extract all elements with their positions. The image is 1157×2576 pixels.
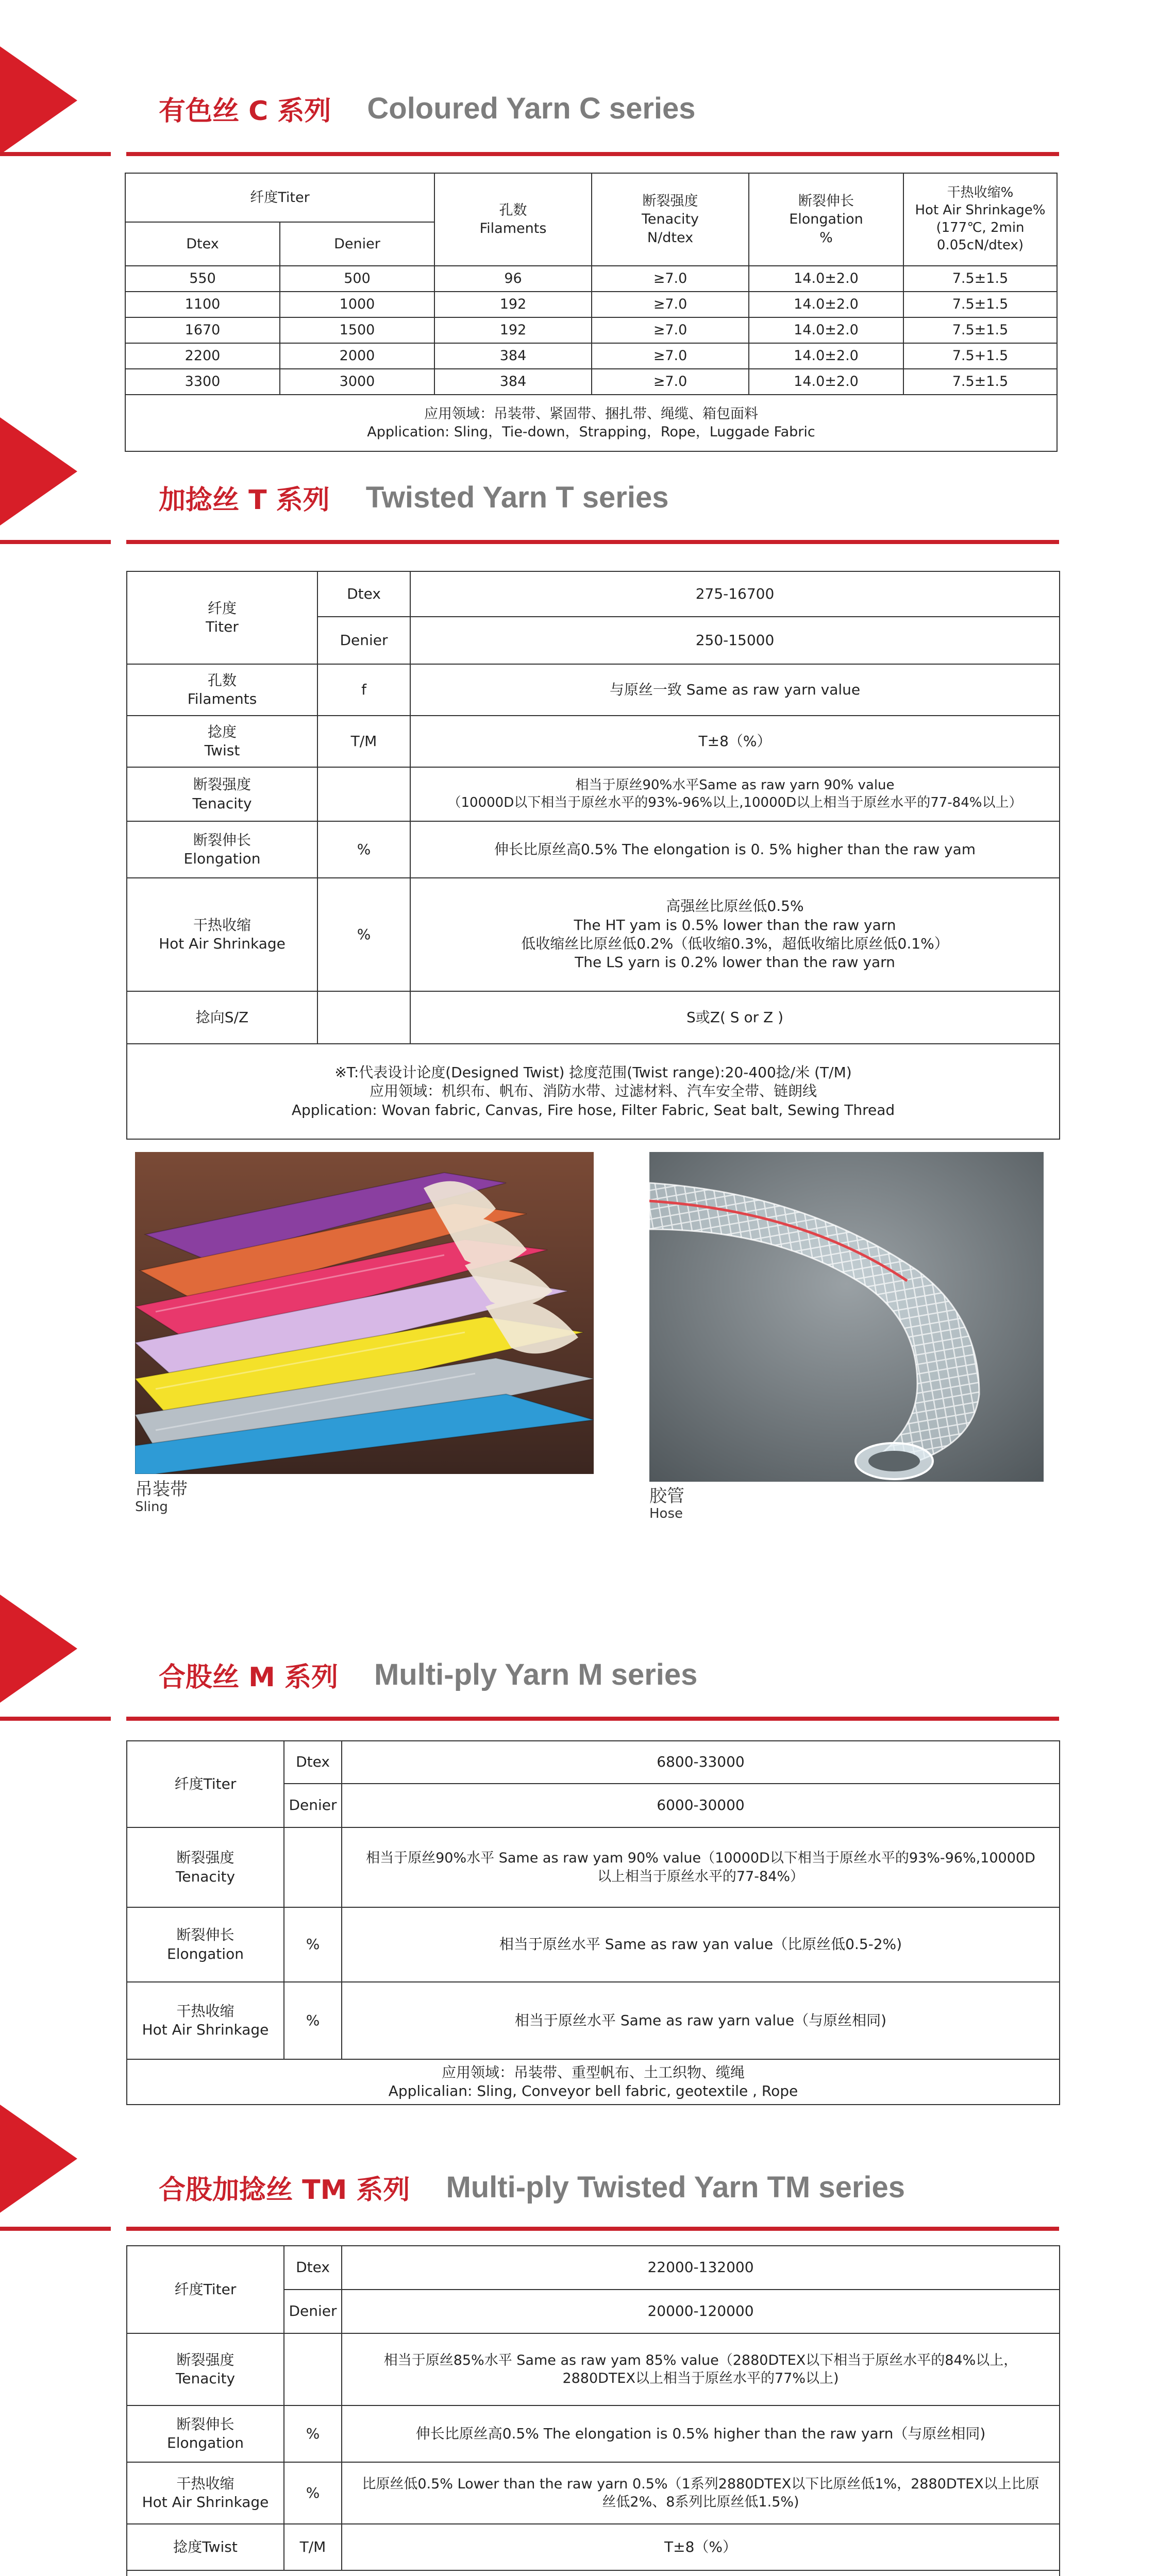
cell-dtex: 3300 — [125, 369, 280, 395]
t-dtex-value: 275-16700 — [410, 571, 1060, 617]
t-direction-label: 捻向S/Z — [127, 991, 317, 1044]
m-elongation-value: 相当于原丝水平 Same as raw yan value（比原丝低0.5-2%) — [342, 1907, 1060, 1982]
hose-photo — [649, 1152, 1044, 1482]
t-dtex-label: Dtex — [317, 571, 410, 617]
t-note-row: ※T:代表设计论度(Designed Twist) 捻度范围(Twist range):20-400捻/米 (T/M) 应用领域：机织布、帆布、消防水带、过滤材料、汽车安全带、链朗线 Application: Wovan fabric, Canvas, Fire hose, Filter Fabric, Seat balt, Sewing Thread — [127, 1044, 1060, 1139]
table-row — [125, 343, 1057, 369]
sling-image — [135, 1152, 594, 1474]
cell-denier: 2000 — [280, 343, 434, 369]
cell-shrinkage: 7.5±1.5 — [903, 292, 1057, 317]
cell-elongation: 14.0±2.0 — [749, 266, 903, 292]
t-series-spec-table — [126, 571, 1060, 1140]
cell-dtex: 2200 — [125, 343, 280, 369]
m-tenacity-unit — [284, 1827, 342, 1907]
t-shrinkage-value: 高强丝比原丝低0.5% The HT yam is 0.5% lower than the raw yarn 低收缩丝比原丝低0.2%（低收缩0.3%，超低收缩比原丝低0.1%） The LS yarn is 0.2% lower than the raw yarn — [410, 878, 1060, 991]
hose-image — [649, 1152, 1044, 1482]
table-row — [125, 369, 1057, 395]
cell-filaments: 96 — [434, 266, 592, 292]
tm-twist-value: T±8（%） — [342, 2524, 1060, 2570]
cell-denier: 500 — [280, 266, 434, 292]
header-dtex: Dtex — [125, 222, 280, 266]
cell-shrinkage: 7.5+1.5 — [903, 343, 1057, 369]
tm-denier-value: 20000-120000 — [342, 2290, 1060, 2333]
m-elongation-unit: % — [284, 1907, 342, 1982]
section-m-heading — [159, 1649, 697, 1700]
t-denier-label: Denier — [317, 617, 410, 664]
header-titer: 纤度Titer — [125, 173, 434, 222]
sling-caption-en: Sling — [135, 1499, 168, 1515]
m-titer-label: 纤度Titer — [127, 1741, 284, 1827]
tm-shrinkage-label: 干热收缩 Hot Air Shrinkage — [127, 2462, 284, 2524]
heading-underline — [0, 540, 111, 544]
t-shrinkage-unit: % — [317, 878, 410, 991]
m-denier-label: Denier — [284, 1784, 342, 1827]
m-shrinkage-value: 相当于原丝水平 Same as raw yarn value（与原丝相同) — [342, 1982, 1060, 2059]
sling-photo — [135, 1152, 594, 1474]
red-arrow-marker — [0, 46, 77, 155]
tm-elongation-value: 伸长比原丝高0.5% The elongation is 0.5% higher than the raw yarn（与原丝相同) — [342, 2405, 1060, 2462]
tm-elongation-unit: % — [284, 2405, 342, 2462]
cell-dtex: 550 — [125, 266, 280, 292]
section-m-title-en: Multi-ply Yarn M series — [374, 1657, 698, 1691]
t-filaments-value: 与原丝一致 Same as raw yarn value — [410, 664, 1060, 716]
sling-caption-cn: 吊装带 — [135, 1479, 188, 1500]
red-arrow-marker — [0, 1595, 77, 1703]
hose-caption — [649, 1486, 684, 1522]
c-application-row: 应用领域：吊装带、紧固带、捆扎带、绳缆、箱包面料 Application: Sling，Tie-down，Strapping，Rope，Luggade Fabric — [125, 395, 1057, 451]
tm-twist-unit: T/M — [284, 2524, 342, 2570]
t-elongation-label: 断裂伸长 Elongation — [127, 821, 317, 878]
cell-tenacity: ≥7.0 — [592, 266, 749, 292]
cell-elongation: 14.0±2.0 — [749, 292, 903, 317]
table-row — [125, 317, 1057, 343]
c-series-spec-table — [125, 173, 1058, 452]
cell-shrinkage: 7.5±1.5 — [903, 317, 1057, 343]
heading-underline — [0, 1717, 111, 1721]
t-direction-unit — [317, 991, 410, 1044]
cell-filaments: 384 — [434, 369, 592, 395]
tm-tenacity-label: 断裂强度 Tenacity — [127, 2333, 284, 2405]
t-filaments-label: 孔数 Filaments — [127, 664, 317, 716]
m-shrinkage-unit: % — [284, 1982, 342, 2059]
cell-shrinkage: 7.5±1.5 — [903, 369, 1057, 395]
m-dtex-value: 6800-33000 — [342, 1741, 1060, 1784]
red-arrow-marker — [0, 2105, 77, 2213]
sling-caption — [135, 1480, 188, 1515]
section-c-title-cn: 有色丝 C 系列 — [159, 95, 331, 127]
tm-tenacity-value: 相当于原丝85%水平 Same as raw yam 85% value（2880DTEX以下相当于原丝水平的84%以上， 2880DTEX以上相当于原丝水平的77%以上) — [342, 2333, 1060, 2405]
section-c-title-en: Coloured Yarn C series — [367, 91, 696, 125]
t-filaments-unit: f — [317, 664, 410, 716]
tm-tenacity-unit — [284, 2333, 342, 2405]
header-filaments: 孔数 Filaments — [434, 173, 592, 266]
t-tenacity-value: 相当于原丝90%水平Same as raw yarn 90% value （10000D以下相当于原丝水平的93%-96%以上,10000D以上相当于原丝水平的77-84%以上） — [410, 767, 1060, 821]
cell-elongation: 14.0±2.0 — [749, 343, 903, 369]
t-twist-unit: T/M — [317, 716, 410, 767]
header-elongation: 断裂伸长 Elongation % — [749, 173, 903, 266]
table-row — [125, 266, 1057, 292]
heading-underline — [0, 152, 111, 156]
cell-shrinkage: 7.5±1.5 — [903, 266, 1057, 292]
tm-twist-label: 捻度Twist — [127, 2524, 284, 2570]
t-elongation-value: 伸长比原丝高0.5% The elongation is 0. 5% higher than the raw yam — [410, 821, 1060, 878]
cell-dtex: 1100 — [125, 292, 280, 317]
t-twist-label: 捻度 Twist — [127, 716, 317, 767]
cell-denier: 1000 — [280, 292, 434, 317]
m-tenacity-label: 断裂强度 Tenacity — [127, 1827, 284, 1907]
section-tm-title-en: Multi-ply Twisted Yarn TM series — [446, 2170, 906, 2204]
tm-denier-label: Denier — [284, 2290, 342, 2333]
heading-underline — [126, 1717, 1059, 1721]
m-denier-value: 6000-30000 — [342, 1784, 1060, 1827]
t-direction-value: S或Z( S or Z ) — [410, 991, 1060, 1044]
m-shrinkage-label: 干热收缩 Hot Air Shrinkage — [127, 1982, 284, 2059]
tm-elongation-label: 断裂伸长 Elongation — [127, 2405, 284, 2462]
heading-underline — [0, 2227, 111, 2231]
cell-filaments: 192 — [434, 317, 592, 343]
tm-twist-note-row — [127, 2570, 1060, 2576]
m-tenacity-value: 相当于原丝90%水平 Same as raw yam 90% value（10000D以下相当于原丝水平的93%-96%,10000D 以上相当于原丝水平的77-84%） — [342, 1827, 1060, 1907]
header-denier: Denier — [280, 222, 434, 266]
tm-dtex-value: 22000-132000 — [342, 2246, 1060, 2290]
heading-underline — [126, 2227, 1059, 2231]
section-t-title-en: Twisted Yarn T series — [365, 480, 669, 514]
t-tenacity-label: 断裂强度 Tenacity — [127, 767, 317, 821]
t-tenacity-unit — [317, 767, 410, 821]
t-elongation-unit: % — [317, 821, 410, 878]
section-tm-heading — [159, 2161, 905, 2213]
cell-tenacity: ≥7.0 — [592, 317, 749, 343]
m-series-spec-table — [126, 1740, 1060, 2105]
section-tm-title-cn: 合股加捻丝 TM 系列 — [159, 2174, 410, 2206]
red-arrow-marker — [0, 417, 77, 526]
t-titer-label: 纤度 Titer — [127, 571, 317, 664]
heading-underline — [126, 152, 1059, 156]
header-shrinkage: 干热收缩% Hot Air Shrinkage% (177℃, 2min 0.05cN/dtex) — [903, 173, 1057, 266]
cell-elongation: 14.0±2.0 — [749, 317, 903, 343]
section-m-title-cn: 合股丝 M 系列 — [159, 1662, 338, 1693]
cell-dtex: 1670 — [125, 317, 280, 343]
m-dtex-label: Dtex — [284, 1741, 342, 1784]
cell-filaments: 192 — [434, 292, 592, 317]
hose-caption-en: Hose — [649, 1506, 683, 1522]
section-t-title-cn: 加捻丝 T 系列 — [159, 484, 330, 516]
heading-underline — [126, 540, 1059, 544]
table-row — [125, 292, 1057, 317]
cell-elongation: 14.0±2.0 — [749, 369, 903, 395]
t-twist-value: T±8（%） — [410, 716, 1060, 767]
tm-titer-label: 纤度Titer — [127, 2246, 284, 2333]
tm-shrinkage-unit: % — [284, 2462, 342, 2524]
tm-dtex-label: Dtex — [284, 2246, 342, 2290]
m-elongation-label: 断裂伸长 Elongation — [127, 1907, 284, 1982]
t-denier-value: 250-15000 — [410, 617, 1060, 664]
cell-tenacity: ≥7.0 — [592, 292, 749, 317]
cell-filaments: 384 — [434, 343, 592, 369]
hose-caption-cn: 胶管 — [649, 1486, 684, 1506]
header-tenacity: 断裂强度 Tenacity N/dtex — [592, 173, 749, 266]
cell-denier: 1500 — [280, 317, 434, 343]
cell-tenacity: ≥7.0 — [592, 343, 749, 369]
section-t-heading — [159, 471, 668, 523]
tm-series-spec-table — [126, 2245, 1060, 2576]
cell-tenacity: ≥7.0 — [592, 369, 749, 395]
t-shrinkage-label: 干热收缩 Hot Air Shrinkage — [127, 878, 317, 991]
m-application-row: 应用领域：吊装带、重型帆布、土工织物、缆绳 Applicalian: Sling, Conveyor bell fabric, geotextile , Rope — [127, 2059, 1060, 2105]
cell-denier: 3000 — [280, 369, 434, 395]
section-c-heading — [159, 82, 696, 134]
tm-shrinkage-value: 比原丝低0.5% Lower than the raw yarn 0.5%（1系列2880DTEX以下比原丝低1%，2880DTEX以上比原 丝低2%、8系列比原丝低1.5%) — [342, 2462, 1060, 2524]
